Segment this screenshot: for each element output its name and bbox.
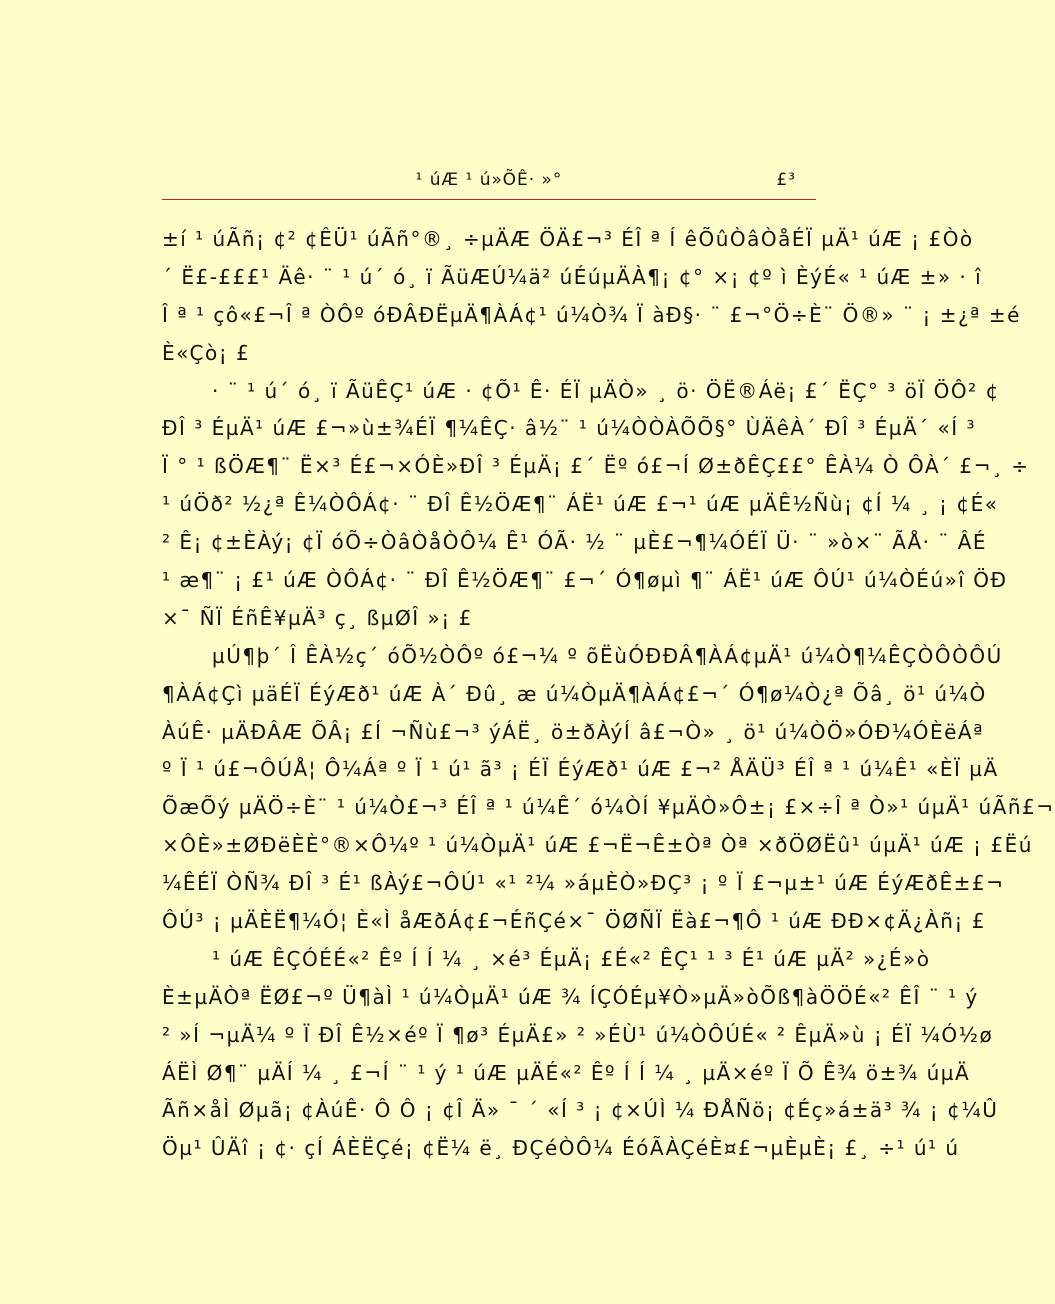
text-line: Ï ° ¹ ßÖÆ¶¨ Ë×³ É£¬×ÓÈ»ÐÎ ³ ÉµÄ¡ £´ Ëº ó£¬Í Ø±ðÊÇ££° ÊÀ¼ Ò ÔÀ´ £¬¸ ÷: [162, 454, 1030, 479]
text-line: ×ÔÈ»±ØÐëÈÈ°®×Ô¼º ¹ ú¼ÒµÄ¹ úÆ £¬Ë¬Ê±Òª Òª ×ðÖØËû¹ úµÄ¹ úÆ ¡ £Ëú: [162, 833, 1033, 858]
text-line: È±µÄÒª ËØ£¬º Ü¶àÌ ¹ ú¼ÒµÄ¹ úÆ ¾ ÍÇÓÉµ¥Ò»µÄ»òÕß¶àÖÖÉ«² ÊÎ ¨ ¹ ý: [162, 984, 979, 1009]
text-line: ÀúÊ· µÄÐÂÆ ÕÂ¡ £Í ¬Ñù£¬³ ýÁË¸ ö±ðÀýÍ â£¬Ò» ¸ ö¹ ú¼ÒÖ»ÓÐ¼ÓÈëÁª: [162, 719, 985, 744]
text-line: ×¯ ÑÏ ÉñÊ¥µÄ³ ç¸ ßµØÎ »¡ £: [162, 605, 473, 630]
header-rule: [162, 199, 816, 200]
text-line: ² Ê¡ ¢±ÈÀý¡ ¢Ï óÕ÷ÒâÒåÒÔ¼ Ê¹ ÓÃ· ½ ¨ µÈ£¬¶¼ÓÉÏ Ü· ¨ »ò×¨ ÃÅ· ¨ ÂÉ: [162, 530, 988, 555]
text-line: ÁËÌ Ø¶¨ µÄÍ ¼ ¸ £¬Í ¨ ¹ ý ¹ úÆ µÄÉ«² Êº Í Í ¼ ¸ µÄ×éº Ï Õ Ê¾ ö±¾ úµÄ: [162, 1060, 971, 1085]
text-line: ¶ÀÁ¢Çì µäÉÏ ÉýÆð¹ úÆ À´ Ðû¸ æ ú¼ÒµÄ¶ÀÁ¢£¬´ Ó¶ø¼Ò¿ª Õâ¸ ö¹ ú¼Ò: [162, 681, 987, 706]
text-line: · ¨ ¹ ú´ ó¸ ï ÃüÊÇ¹ úÆ · ¢Õ¹ Ê· ÉÏ µÄÒ» ¸ ö· ÖË®Áë¡ £´ ËÇ° ³ öÏ ÖÔ² ¢: [212, 378, 1000, 403]
page-number: £³: [776, 170, 796, 190]
text-line: Öµ¹ ÛÄî ¡ ¢· çÍ ÁÈËÇé¡ ¢Ë¼ ë¸ ÐÇéÒÔ¼ ÉóÃÀÇéÈ¤£¬µÈµÈ¡ £¸ ÷¹ ú¹ ú: [162, 1136, 960, 1161]
text-line: È«Çò¡ £: [162, 340, 251, 365]
running-title: ¹ úÆ ¹ ú»ÕÊ· »°: [415, 170, 563, 190]
text-line: ÐÎ ³ ÉµÄ¹ úÆ £¬»ù±¾ÉÏ ¶¼ÊÇ· â½¨ ¹ ú¼ÒÒÀÕÕ§° ÙÄêÀ´ ÐÎ ³ ÉµÄ´ «Í ³: [162, 416, 977, 441]
text-line: ÕæÕý µÄÖ÷È¨ ¹ ú¼Ò£¬³ ÉÎ ª ¹ ú¼Ê´ ó¼ÒÍ ¥µÄÒ»Ô±¡ £×÷Î ª Ò»¹ úµÄ¹ úÃñ£¬: [162, 795, 1055, 820]
text-line: ¼ÊÉÏ ÒÑ¾ ÐÎ ³ É¹ ßÀý£¬ÔÚ¹ «¹ ²¼ »áµÈÒ»ÐÇ³ ¡ º Ï £¬µ±¹ úÆ ÉýÆðÊ±£¬: [162, 871, 1005, 896]
text-line: ¹ æ¶¨ ¡ £¹ úÆ ÒÔÁ¢· ¨ ÐÎ Ê½ÖÆ¶¨ £¬´ Ó¶øµì ¶¨ ÁË¹ úÆ ÔÚ¹ ú¼ÒÉú»î ÖÐ: [162, 568, 1008, 593]
text-line: ¹ úÆ ÊÇÓÉÉ«² Êº Í Í ¼ ¸ ×é³ ÉµÄ¡ £É«² ÊÇ¹ ¹ ³ É¹ úÆ µÄ² »¿É»ò: [212, 946, 931, 971]
text-line: º Ï ¹ ú£¬ÔÚÅ¦ Ô¼Áª º Ï ¹ ú¹ ã³ ¡ ÉÏ ÉýÆð¹ úÆ £¬² ÅÄÜ³ ÉÎ ª ¹ ú¼Ê¹ «ÈÏ µÄ: [162, 757, 999, 782]
text-line: ¹ úÖð² ½¿ª Ê¼ÒÔÁ¢· ¨ ÐÎ Ê½ÖÆ¶¨ ÁË¹ úÆ £¬¹ úÆ µÄÊ½Ñù¡ ¢Í ¼ ¸ ¡ ¢É«: [162, 492, 999, 517]
body-text: [162, 221, 1055, 1168]
text-line: Ãñ×åÌ Øµã¡ ¢ÀúÊ· Ô Ô ¡ ¢Î Ä» ¯ ´ «Í ³ ¡ ¢×ÚÌ ¼ ÐÅÑö¡ ¢Éç»á±ä³ ¾ ¡ ¢¼Û: [162, 1098, 999, 1123]
text-line: ² »Í ¬µÄ¼ º Ï ÐÎ Ê½×éº Ï ¶ø³ ÉµÄ£» ² »ÉÙ¹ ú¼ÒÔÚÉ« ² ÊµÄ»ù ¡ ÉÏ ¼Ó½ø: [162, 1022, 994, 1047]
text-line: Î ª ¹ çô«£¬Î ª ÒÔº óÐÂÐËµÄ¶ÀÁ¢¹ ú¼Ò¾ Ï àÐ§· ¨ £¬°Ö÷È¨ Ö®» ¨ ¡ ±¿ª ±é: [162, 302, 1021, 327]
text-line: ´ Ë£-£££¹ Äê· ¨ ¹ ú´ ó¸ ï ÃüÆÚ¼ä² úÉúµÄÀ¶¡ ¢° ×¡ ¢º ì ÈýÉ« ¹ úÆ ±» · î: [162, 264, 983, 289]
running-header: [162, 168, 816, 192]
text-line: ±í ¹ úÃñ¡ ¢² ¢ÊÜ¹ úÃñ°®¸ ÷µÄÆ ÖÄ£¬³ ÉÎ ª Í êÕûÒâÒåÉÏ µÄ¹ úÆ ¡ £Òò: [162, 227, 974, 251]
text-line: µÚ¶þ´ Î ÊÀ½ç´ óÕ½ÒÔº ó£¬¼ º õËùÓÐÐÂ¶ÀÁ¢µÄ¹ ú¼Ò¶¼ÊÇÒÔÒÔÚ: [212, 643, 1003, 668]
text-line: ÔÚ³ ¡ µÄÈË¶¼Ó¦ È«Ì åÆðÁ¢£¬ÉñÇé×¯ ÖØÑÏ Ëà£¬¶Ô ¹ úÆ ÐÐ×¢Ä¿Àñ¡ £: [162, 909, 986, 934]
